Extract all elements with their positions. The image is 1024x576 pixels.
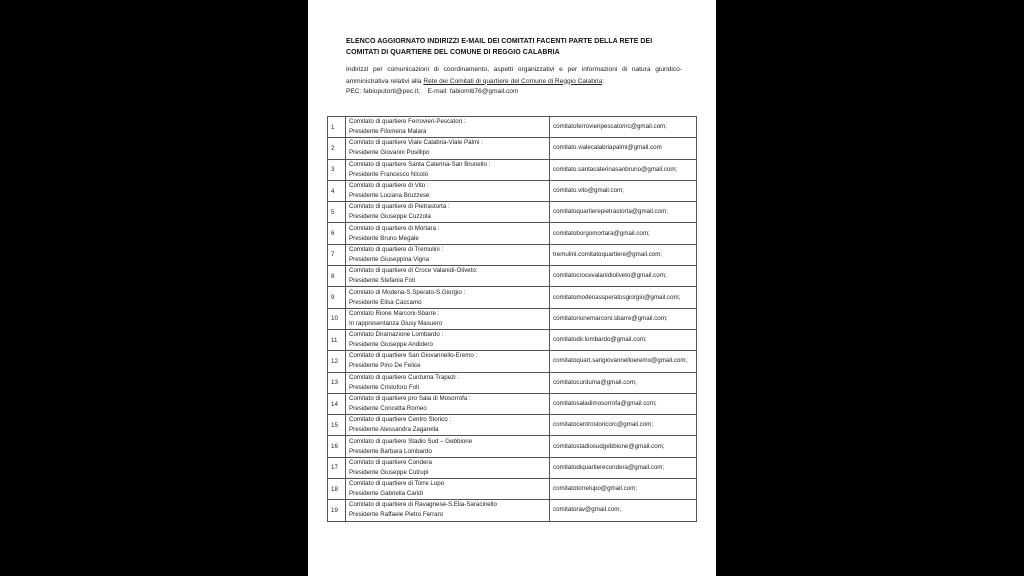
intro-paragraph: [346, 64, 682, 87]
committee-president: Presidente Filomena Malara: [349, 128, 427, 136]
row-number: 10: [328, 308, 346, 329]
row-number: 5: [328, 202, 346, 223]
committee-cell: [346, 393, 550, 414]
committee-cell: [346, 180, 550, 201]
committees-table: [327, 116, 697, 522]
committee-cell: [346, 159, 550, 180]
intro-text: Indirizzi per comunicazioni di coordinamento, aspetti organizzativi e per informazioni di natura giuridico-amministrativa relativi alla: [346, 66, 682, 85]
committee-name: Comitato di quartiere Centro Storico :: [349, 416, 452, 424]
committee-name: Comitato di quartiere Ferrovieri-Pescatori :: [349, 118, 466, 126]
committee-president: Presidente Luciana Bruzzese: [349, 192, 430, 200]
table-row: [328, 180, 697, 201]
committee-email: comitatoborgomortara@gmail.com;: [550, 223, 697, 244]
committee-cell: [346, 287, 550, 308]
committee-name: Comitato di quartiere di Croce Valanidi-Oliveto:: [349, 267, 478, 275]
committee-cell: [346, 138, 550, 159]
committee-cell: [346, 244, 550, 265]
committee-president: Presidente Giuseppe Cutrupi: [349, 468, 429, 476]
committee-name: Comitato di quartiere di Torre Lupo: [349, 480, 445, 488]
committee-name: Comitato di quartiere Curduma Trapezi :: [349, 373, 460, 381]
committee-email: comitatomodenassperatosgiorgio@gmail.com;: [550, 287, 697, 308]
intro-suffix: :: [602, 77, 605, 85]
row-number: 2: [328, 138, 346, 159]
committee-name: Comitato di quartiere di Tremulini :: [349, 245, 444, 253]
committee-email: comitatocrocevalanidioliveto@gmail.com;: [550, 266, 697, 287]
row-number: 3: [328, 159, 346, 180]
committee-president: In rappresentanza Giusy Masuero: [349, 319, 443, 327]
committee-cell: [346, 223, 550, 244]
committee-email: comitatosaladimosorrofa@gmail.com;: [550, 393, 697, 414]
committee-president: Presidente Concetta Romeo: [349, 405, 427, 412]
network-link[interactable]: Rete dei Comitati di quartiere del Comune di Reggio Calabria: [423, 77, 603, 85]
row-number: 8: [328, 266, 346, 287]
committee-name: Comitato di quartiere di Mortara :: [349, 224, 440, 232]
committee-name: Comitato di quartiere Condera: [349, 458, 432, 466]
committee-name: Comitato Rione Marconi-Sbarre :: [349, 309, 440, 317]
table-row: [328, 500, 697, 521]
committee-president: Presidente Giuseppe Andidero: [349, 341, 433, 349]
committee-name: Comitato di quartiere di Pietrastorta :: [349, 203, 450, 211]
committee-cell: [346, 308, 550, 329]
committee-president: Presidente Raffaele Pietro Ferraro: [349, 511, 444, 519]
committee-email: comitatostadiosudgebbione@gmail.com;: [550, 436, 697, 457]
committee-president: Presidente Francesco Nicolò: [349, 170, 429, 178]
table-row: [328, 159, 697, 180]
committee-president: Presidente Barbara Lombardo: [349, 447, 432, 455]
email-address: E-mail: fabiomiti76@gmail.com: [427, 88, 519, 95]
committee-cell: [346, 372, 550, 393]
table-row: [328, 329, 697, 350]
table-row: [328, 479, 697, 500]
committee-president: Presidente Stefania Foti: [349, 277, 416, 285]
row-number: 17: [328, 457, 346, 478]
table-row: [328, 457, 697, 478]
committee-email: comitato.vialecalabriapalmi@gmail.com: [550, 138, 697, 159]
row-number: 7: [328, 244, 346, 265]
committee-cell: [346, 266, 550, 287]
contact-line: [346, 86, 682, 97]
row-number: 19: [328, 500, 346, 521]
table-row: [328, 436, 697, 457]
row-number: 11: [328, 329, 346, 350]
row-number: 12: [328, 351, 346, 372]
committee-name: Comitato di quartiere Viale Calabria-Viale Palmi :: [349, 139, 483, 147]
committee-email: comitatodiquartierecondera@gmail.com;: [550, 457, 697, 478]
committee-email: comitato.santacaterinasanbruno@gmail.com;: [550, 159, 697, 180]
committee-email: comitatotorrelupo@gmail.com;: [550, 479, 697, 500]
row-number: 4: [328, 180, 346, 201]
committee-cell: [346, 479, 550, 500]
document-title: ELENCO AGGIORNATO INDIRIZZI E-MAIL DEI COMITATI FACENTI PARTE DELLA RETE DEI COMITATI DI QUARTIERE DEL COMUNE DI REGGIO CALABRIA: [346, 38, 653, 56]
row-number: 6: [328, 223, 346, 244]
committee-president: Presidente Bruno Megale: [349, 234, 419, 242]
committee-cell: [346, 436, 550, 457]
table-row: [328, 138, 697, 159]
table-row: [328, 202, 697, 223]
committee-cell: [346, 415, 550, 436]
row-number: 13: [328, 372, 346, 393]
table-row: [328, 351, 697, 372]
committee-cell: [346, 329, 550, 350]
pec-address: PEC: fabioputorti@pec.it;: [346, 88, 421, 95]
committee-president: Presidente Giovanni Posillipo: [349, 149, 430, 157]
committee-name: Comitato di quartiere Stadio Sud – Gebbione: [349, 437, 473, 445]
table-row: [328, 117, 697, 138]
committee-president: Presidente Alessandra Zagarella: [349, 426, 439, 434]
committee-name: Comitato di quartiere San Giovannello-Eremo :: [349, 352, 478, 360]
committee-email: comitato.vito@gmail.com;: [550, 180, 697, 201]
committee-cell: [346, 457, 550, 478]
table-row: [328, 266, 697, 287]
committee-email: comitatorav@gmail.com;: [550, 500, 697, 521]
committee-cell: [346, 117, 550, 138]
table-row: [328, 415, 697, 436]
committee-president: Presidente Cristoforo Foti: [349, 383, 420, 391]
committee-name: Comitato di quartiere di Ravagnese-S.Elia-Saracinello: [349, 501, 497, 509]
committee-name: Comitato Diramazione Lombardo :: [349, 331, 444, 339]
committee-name: Comitato di quartiere pro Sala di Mosorrofa :: [349, 395, 471, 402]
committee-email: comitatoferrovieripescatorirc@gmail.com;: [550, 117, 697, 138]
committee-president: Presidente Giuseppina Vigna: [349, 255, 430, 263]
table-row: [328, 372, 697, 393]
committee-email: comitatocentrostoricorc@gmail.com;: [550, 415, 697, 436]
row-number: 18: [328, 479, 346, 500]
committee-president: Presidente Pino De Felice: [349, 362, 421, 370]
committee-email: comitatorionemarconi.sbarre@gmail.com;: [550, 308, 697, 329]
row-number: 15: [328, 415, 346, 436]
committee-name: Comitato di quartiere Santa Caterina-San Brunello :: [349, 160, 491, 168]
committee-cell: [346, 202, 550, 223]
table-row: [328, 308, 697, 329]
row-number: 9: [328, 287, 346, 308]
committee-email: tremulini.comitatoquartiere@gmail.com;: [550, 244, 697, 265]
table-row: [328, 287, 697, 308]
document-page: [308, 0, 716, 576]
committee-email: comitatocurduma@gmail.com;: [550, 372, 697, 393]
committee-president: Presidente Giuseppe Cuzzola: [349, 213, 431, 221]
table-row: [328, 244, 697, 265]
committee-email: comitatoquart.sangiovannelloeremo@gmail.com;: [550, 351, 697, 372]
committee-email: comitatodir.lombardo@gmail.com;: [550, 329, 697, 350]
committee-cell: [346, 500, 550, 521]
table-row: [328, 393, 697, 414]
committee-president: Presidente Elisa Caccamo: [349, 298, 422, 306]
committee-cell: [346, 351, 550, 372]
row-number: 16: [328, 436, 346, 457]
row-number: 1: [328, 117, 346, 138]
committee-name: Comitato di quartiere di Vito :: [349, 182, 429, 190]
table-row: [328, 223, 697, 244]
committee-name: Comitato di Modena-S.Sperato-S.Giorgio :: [349, 288, 466, 296]
committee-email: comitatoquartierepietrastorta@gmail.com;: [550, 202, 697, 223]
committee-president: Presidente Gabriella Caridi: [349, 490, 423, 498]
row-number: 14: [328, 393, 346, 414]
